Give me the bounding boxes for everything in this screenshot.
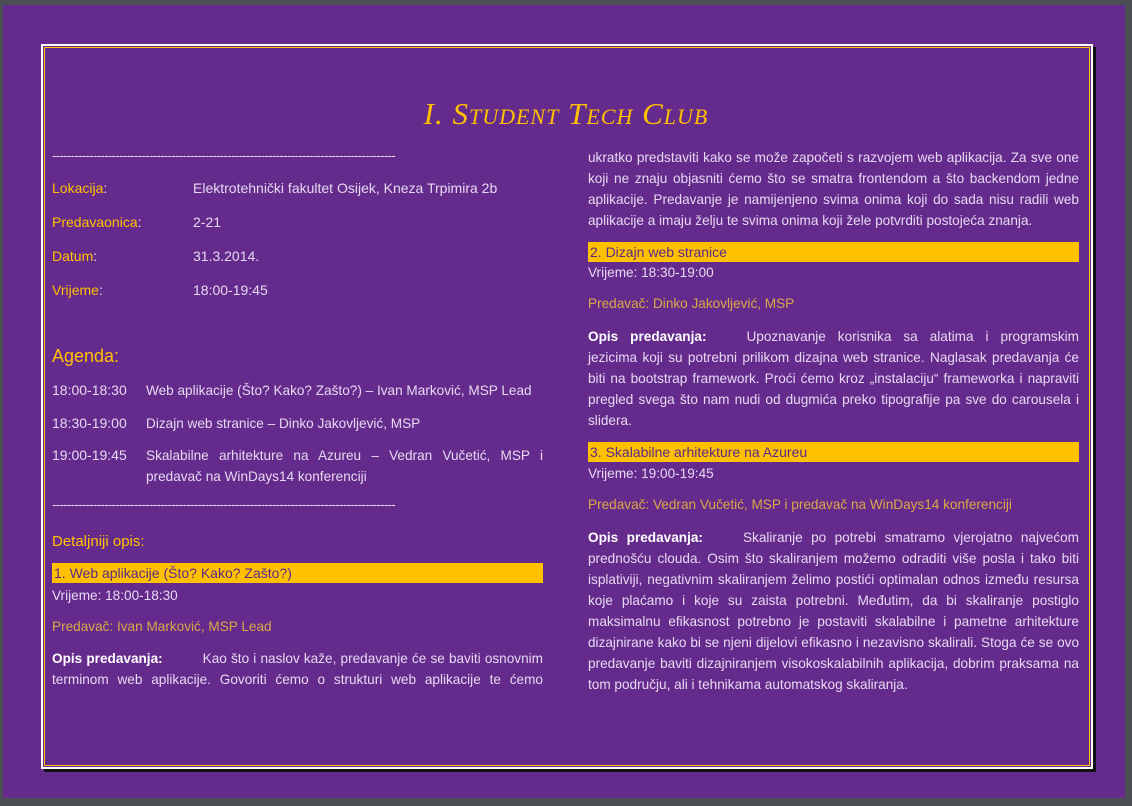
- talk-time: Vrijeme: 18:00-18:30: [52, 588, 178, 603]
- info-label: Vrijeme: [52, 282, 99, 298]
- agenda-text: Dizajn web stranice – Dinko Jakovljević, MSP: [146, 416, 421, 431]
- talk-time: Vrijeme: 19:00-19:45: [588, 466, 714, 481]
- info-value: 18:00-19:45: [193, 282, 268, 298]
- talk-time: Vrijeme: 18:30-19:00: [588, 265, 714, 280]
- info-label: Lokacija: [52, 180, 104, 196]
- info-value: 31.3.2014.: [193, 248, 260, 264]
- agenda-text: Skalabilne arhitekture na Azureu – Vedran Vučetić, MSP i predavač na WinDays14 konferenciji: [146, 448, 543, 484]
- talk-description: [588, 527, 1079, 695]
- info-value: 2-21: [193, 214, 222, 230]
- agenda-text: Web aplikacije (Što? Kako? Zašto?) – Ivan Marković, MSP Lead: [146, 383, 532, 398]
- info-row: Datum: 31.3.2014.: [52, 248, 260, 264]
- agenda-item: [52, 382, 543, 400]
- talk-title: 2. Dizajn web stranice: [588, 242, 1079, 262]
- info-row: Lokacija: Elektrotehnički fakultet Osijek, Kneza Trpimira 2b: [52, 180, 498, 196]
- talk-description: [588, 326, 1079, 431]
- page-title: I. Student Tech Club: [423, 96, 709, 131]
- agenda-time: 18:00-18:30: [52, 382, 127, 398]
- talk-speaker: Predavač: Dinko Jakovljević, MSP: [588, 296, 795, 311]
- info-row: Vrijeme: 18:00-19:45: [52, 282, 268, 298]
- info-label: Datum: [52, 248, 94, 264]
- info-value: Elektrotehnički fakultet Osijek, Kneza Trpimira 2b: [193, 180, 498, 196]
- opis-label: Opis predavanja:: [588, 530, 703, 545]
- info-label: Predavaonica: [52, 214, 138, 230]
- agenda-heading: Agenda:: [52, 346, 120, 366]
- agenda-item: [52, 447, 543, 484]
- talk-title: 1. Web aplikacije (Što? Kako? Zašto?): [52, 563, 543, 583]
- opis-label: Opis predavanja:: [52, 651, 163, 666]
- talk-speaker: Predavač: Ivan Marković, MSP Lead: [52, 619, 272, 634]
- talk-description-text: Skaliranje po potrebi smatramo vjerojatno najvećom prednošću clouda. Osim što skaliranjem možemo odraditi više posla i tako biti isplativiji, negativnim skaliranjem želimo postići optimalan odnos između resursa koje plaćamo i koje su zaista potrebni. Međutim, da bi skaliranje postiglo maksimalnu efikasnost potrebno je postaviti skalabilne i pametne arhitekture dizajnirane kako bi se njeni dijelovi efikasno i nezavisno skalirali. Stoga će se ovo predavanje baviti dizajniranjem visokoskalabilnih aplikacija, dobrim praksama na tom području, ali i tehnikama automatskog skaliranja.: [588, 530, 1080, 692]
- talk-speaker: Predavač: Vedran Vučetić, MSP i predavač na WinDays14 konferenciji: [588, 497, 1012, 512]
- talk-description-text: Upoznavanje korisnika sa alatima i programskim jezicima koji su potrebni prilikom dizajna web stranice. Naglasak predavanja će biti na bootstrap framework. Proći ćemo kroz „instalaciju“ frameworka i napraviti pregled svega što nam nudi od dugmića preko tipografije pa sve do carousela i slidera.: [588, 329, 1079, 428]
- agenda-time: 18:30-19:00: [52, 415, 127, 431]
- info-row: Predavaonica: 2-21: [52, 214, 222, 230]
- talk-description: [52, 648, 543, 690]
- agenda-time: 19:00-19:45: [52, 447, 127, 463]
- opis-label: Opis predavanja:: [588, 329, 707, 344]
- talk-description-continued: ukratko predstaviti kako se može započeti s razvojem web aplikacija. Za sve one koji ne znaju objasniti ćemo što se smatra frontendom a što backendom jedne aplikacije. Predavanje je namijenjeno svima onima koji do sada nisu radili web aplikacije a imaju želju te svima onima koji žele potvrditi postojeća znanja.: [588, 150, 1079, 228]
- divider: --------------------------------------------------------------------------------------------: [52, 497, 396, 512]
- divider: --------------------------------------------------------------------------------------------: [52, 148, 396, 163]
- agenda-item: [52, 415, 543, 433]
- talk-title: 3. Skalabilne arhitekture na Azureu: [588, 442, 1079, 462]
- talk-description-text: Kao što i naslov kaže, predavanje će se baviti osnovnim terminom web aplikacije. Govoriti ćemo o strukturi web aplikacije te ćemo: [52, 651, 544, 687]
- details-heading: Detaljniji opis:: [52, 533, 145, 550]
